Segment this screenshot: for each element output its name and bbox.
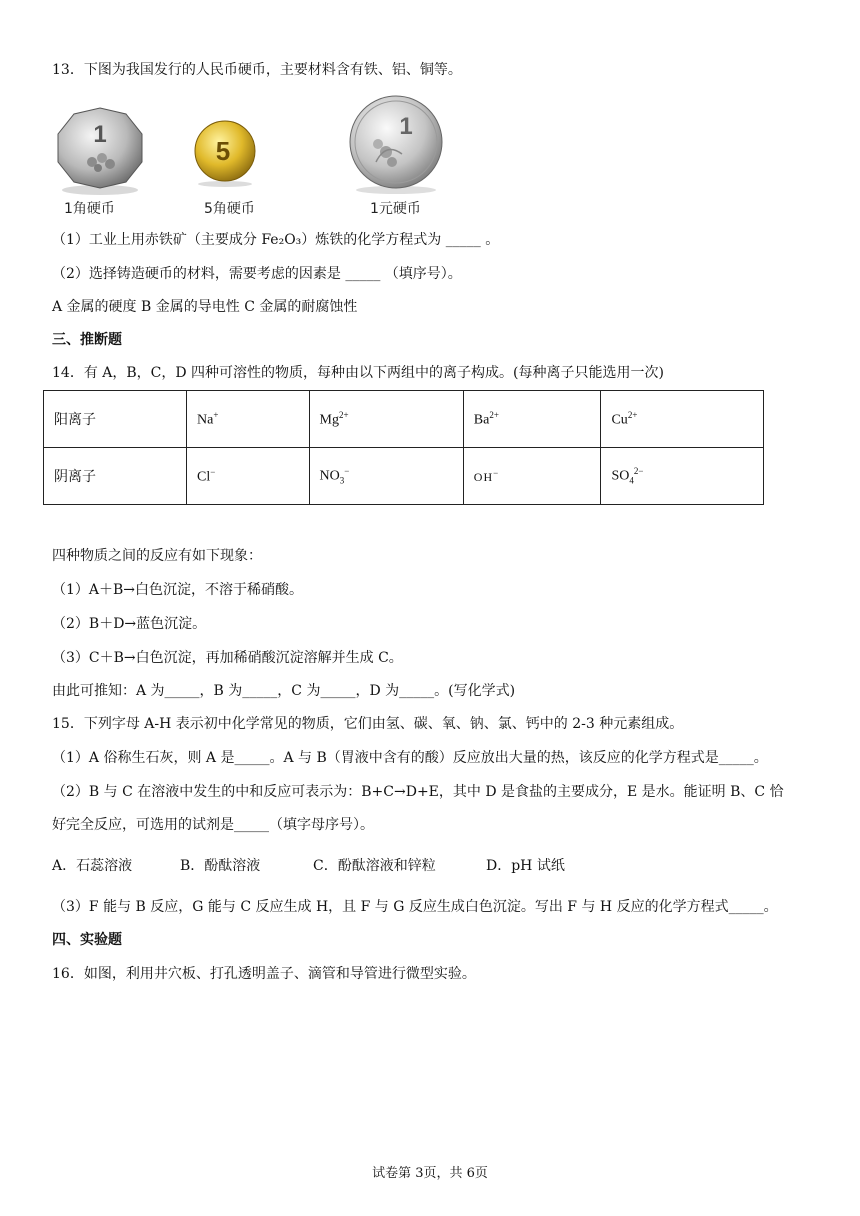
one-yuan-coin-image — [346, 92, 446, 196]
ion-charge: − — [493, 467, 500, 478]
section-four-heading: 四、实验题 — [52, 932, 122, 948]
cation-cell — [601, 391, 764, 448]
five-jiao-face-value: 5 — [215, 136, 231, 166]
q15-option-c: C．酚酞溶液和锌粒 — [313, 858, 436, 874]
five-jiao-caption: 5角硬币 — [204, 201, 255, 217]
anion-cell — [463, 448, 601, 505]
ion-charge: 2+ — [627, 409, 638, 420]
q15-option-a: A．石蕊溶液 — [52, 858, 133, 874]
ion-base: Ba — [473, 412, 490, 428]
ion-base: Cu — [611, 412, 628, 428]
q14-intro: 四种物质之间的反应有如下现象： — [52, 548, 262, 564]
q15-sub2-line2: 好完全反应，可选用的试剂是_____（填字母序号）。 — [52, 817, 374, 833]
q15-option-b: B．酚酞溶液 — [180, 858, 261, 874]
q15-sub3: （3）F 能与 B 反应，G 能与 C 反应生成 H，且 F 与 G 反应生成白色沉淀。写出 F 与 H 反应的化学方程式_____。 — [52, 899, 778, 915]
q14-reaction-2: （2）B＋D→蓝色沉淀。 — [52, 616, 207, 632]
q13-stem: 13．下图为我国发行的人民币硬币，主要材料含有铁、铝、铜等。 — [52, 62, 462, 78]
anion-row — [44, 448, 764, 505]
anion-cell — [187, 448, 310, 505]
ion-base: SO — [611, 468, 630, 484]
ion-charge: + — [213, 409, 219, 420]
cation-label: 阳离子 — [44, 391, 187, 448]
q13-sub2: （2）选择铸造硬币的材料，需要考虑的因素是 _____ （填序号）。 — [52, 266, 462, 282]
q15-sub1: （1）A 俗称生石灰，则 A 是_____。A 与 B（胃液中含有的酸）反应放出大量的热，该反应的化学方程式是_____。 — [52, 750, 768, 766]
ion-charge: − — [210, 466, 216, 477]
cation-row — [44, 391, 764, 448]
cation-cell — [463, 391, 601, 448]
ion-charge: 2− — [633, 466, 644, 477]
section-three-heading: 三、推断题 — [52, 332, 122, 348]
coin-figure — [50, 96, 470, 222]
q15-stem: 15．下列字母 A-H 表示初中化学常见的物质，它们由氢、碳、氧、钠、氯、钙中的 2-3 种元素组成。 — [52, 716, 684, 732]
ion-subscript: 3 — [339, 475, 345, 486]
ion-base: Cl — [197, 469, 211, 485]
q14-reaction-3: （3）C＋B→白色沉淀，再加稀硝酸沉淀溶解并生成 C。 — [52, 650, 403, 666]
one-jiao-coin-image — [52, 104, 148, 196]
ion-charge: 2+ — [489, 409, 499, 420]
one-yuan-face-value: 1 — [399, 113, 413, 140]
q14-stem: 14．有 A，B，C，D 四种可溶性的物质，每种由以下两组中的离子构成。(每种离子只能选用一次) — [52, 365, 664, 381]
q14-question: 由此可推知：A 为_____，B 为_____，C 为_____，D 为_____。(写化学式) — [52, 683, 516, 699]
ion-base: NO — [319, 468, 340, 484]
q16-stem: 16．如图，利用井穴板、打孔透明盖子、滴管和导管进行微型实验。 — [52, 966, 476, 982]
q13-options: A 金属的硬度 B 金属的导电性 C 金属的耐腐蚀性 — [52, 299, 358, 315]
q15-sub2-line1: （2）B 与 C 在溶液中发生的中和反应可表示为：B+C→D+E，其中 D 是食盐的主要成分，E 是水。能证明 B、C 恰 — [52, 784, 784, 800]
one-jiao-face-value: 1 — [93, 121, 107, 148]
one-yuan-caption: 1元硬币 — [370, 201, 421, 217]
anion-label: 阴离子 — [44, 448, 187, 505]
one-jiao-caption: 1角硬币 — [64, 201, 115, 217]
q13-sub1: （1）工业上用赤铁矿（主要成分 Fe₂O₃）炼铁的化学方程式为 _____ 。 — [52, 232, 500, 248]
ion-base: Na — [197, 412, 214, 428]
q14-reaction-1: （1）A＋B→白色沉淀，不溶于稀硝酸。 — [52, 582, 304, 598]
anion-cell — [601, 448, 764, 505]
ion-base: OH — [473, 469, 494, 484]
page-footer: 试卷第 3页，共 6页 — [372, 1166, 488, 1181]
anion-cell — [309, 448, 463, 505]
ion-charge: − — [344, 466, 350, 477]
five-jiao-coin-image — [190, 118, 260, 188]
ion-base: Mg — [319, 412, 339, 428]
q15-option-d: D．pH 试纸 — [486, 858, 565, 874]
ion-table — [43, 390, 764, 505]
cation-cell — [187, 391, 310, 448]
ion-subscript: 4 — [629, 475, 634, 486]
ion-charge: 2+ — [338, 409, 349, 420]
cation-cell — [309, 391, 463, 448]
